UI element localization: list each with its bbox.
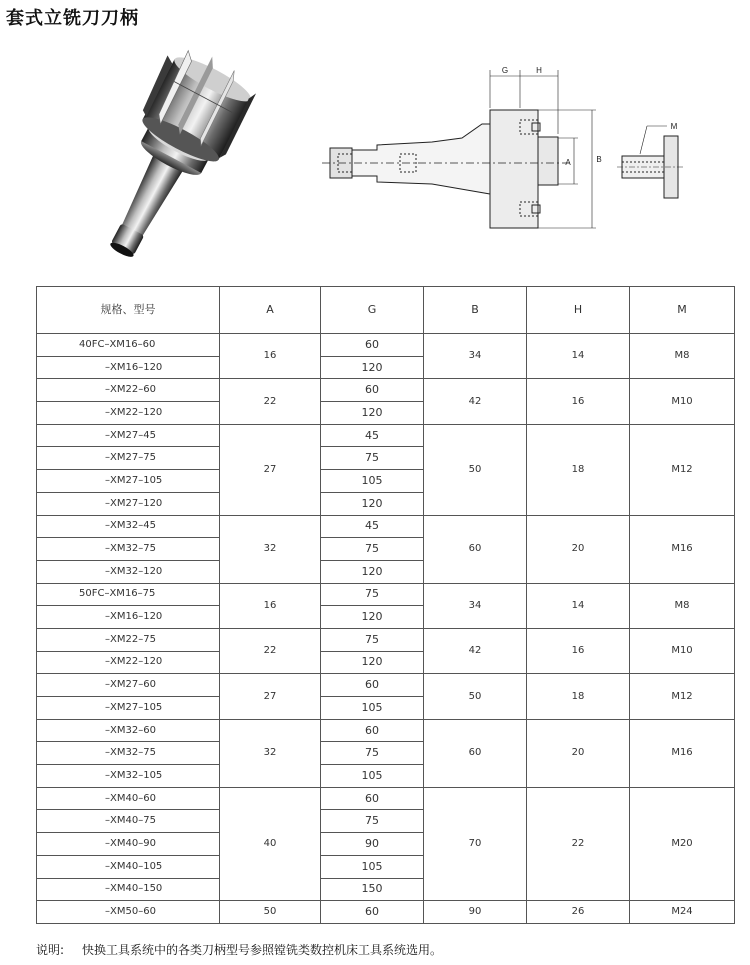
table-row (37, 787, 735, 810)
g-cell: 105 (321, 765, 424, 788)
g-cell: 75 (321, 628, 424, 651)
m-cell: M16 (630, 719, 735, 787)
a-cell: 22 (220, 379, 321, 424)
a-cell: 16 (220, 583, 321, 628)
model-cell: –XM32–60 (37, 719, 220, 742)
h-cell: 14 (527, 334, 630, 379)
model-cell: –XM40–60 (37, 787, 220, 810)
a-cell: 32 (220, 719, 321, 787)
model-cell: 50FC–XM16–75 (37, 583, 220, 606)
g-cell: 105 (321, 697, 424, 720)
h-cell: 14 (527, 583, 630, 628)
g-cell: 90 (321, 833, 424, 856)
table-row (37, 583, 735, 606)
dim-label-a: A (565, 158, 571, 167)
a-cell: 16 (220, 334, 321, 379)
model-cell: –XM27–45 (37, 424, 220, 447)
g-cell: 45 (321, 424, 424, 447)
header-model: 规格、型号 (37, 287, 220, 334)
m-cell: M16 (630, 515, 735, 583)
model-cell: –XM22–60 (37, 379, 220, 402)
table-row (37, 334, 735, 357)
a-cell: 40 (220, 787, 321, 900)
g-cell: 120 (321, 356, 424, 379)
footnote (36, 941, 442, 958)
h-cell: 20 (527, 719, 630, 787)
table-row (37, 628, 735, 651)
g-cell: 105 (321, 855, 424, 878)
model-cell: –XM32–75 (37, 538, 220, 561)
table-row (37, 901, 735, 924)
dim-label-m: M (670, 122, 678, 131)
header-a: A (220, 287, 321, 334)
dim-label-b: B (596, 155, 602, 164)
g-cell: 75 (321, 447, 424, 470)
tool-holder-photo (70, 30, 280, 275)
model-cell: –XM50–60 (37, 901, 220, 924)
model-cell: 40FC–XM16–60 (37, 334, 220, 357)
h-cell: 18 (527, 674, 630, 719)
footnote-label: 说明: (36, 943, 65, 957)
model-cell: –XM22–120 (37, 651, 220, 674)
model-cell: –XM27–105 (37, 697, 220, 720)
dimension-drawing (322, 62, 722, 247)
g-cell: 75 (321, 583, 424, 606)
g-cell: 60 (321, 334, 424, 357)
model-cell: –XM40–105 (37, 855, 220, 878)
b-cell: 70 (424, 787, 527, 900)
dim-label-h: H (536, 66, 542, 75)
h-cell: 26 (527, 901, 630, 924)
model-cell: –XM32–45 (37, 515, 220, 538)
g-cell: 60 (321, 674, 424, 697)
header-b: B (424, 287, 527, 334)
m-cell: M20 (630, 787, 735, 900)
table-row (37, 515, 735, 538)
m-cell: M10 (630, 379, 735, 424)
g-cell: 75 (321, 810, 424, 833)
b-cell: 60 (424, 515, 527, 583)
g-cell: 60 (321, 787, 424, 810)
model-cell: –XM27–120 (37, 492, 220, 515)
model-cell: –XM22–120 (37, 402, 220, 425)
b-cell: 34 (424, 583, 527, 628)
model-cell: –XM27–105 (37, 470, 220, 493)
m-cell: M8 (630, 334, 735, 379)
h-cell: 16 (527, 379, 630, 424)
dim-label-g: G (501, 66, 509, 75)
b-cell: 34 (424, 334, 527, 379)
header-m: M (630, 287, 735, 334)
h-cell: 22 (527, 787, 630, 900)
b-cell: 42 (424, 628, 527, 673)
model-cell: –XM27–75 (37, 447, 220, 470)
g-cell: 120 (321, 402, 424, 425)
h-cell: 20 (527, 515, 630, 583)
model-cell: –XM16–120 (37, 606, 220, 629)
model-cell: –XM22–75 (37, 628, 220, 651)
b-cell: 42 (424, 379, 527, 424)
header-g: G (321, 287, 424, 334)
b-cell: 60 (424, 719, 527, 787)
a-cell: 50 (220, 901, 321, 924)
model-cell: –XM32–120 (37, 560, 220, 583)
m-cell: M24 (630, 901, 735, 924)
table-row (37, 379, 735, 402)
a-cell: 22 (220, 628, 321, 673)
model-cell: –XM40–75 (37, 810, 220, 833)
header-h: H (527, 287, 630, 334)
a-cell: 27 (220, 424, 321, 515)
a-cell: 32 (220, 515, 321, 583)
m-cell: M8 (630, 583, 735, 628)
g-cell: 120 (321, 606, 424, 629)
g-cell: 75 (321, 538, 424, 561)
table-row (37, 424, 735, 447)
h-cell: 16 (527, 628, 630, 673)
model-cell: –XM32–75 (37, 742, 220, 765)
table-row (37, 674, 735, 697)
g-cell: 150 (321, 878, 424, 901)
g-cell: 60 (321, 719, 424, 742)
g-cell: 60 (321, 379, 424, 402)
g-cell: 120 (321, 560, 424, 583)
model-cell: –XM32–105 (37, 765, 220, 788)
g-cell: 120 (321, 651, 424, 674)
table-header-row (37, 287, 735, 334)
m-cell: M10 (630, 628, 735, 673)
table-row (37, 719, 735, 742)
model-cell: –XM16–120 (37, 356, 220, 379)
footnote-text: 快换工具系统中的各类刀柄型号参照镗铣类数控机床工具系统选用。 (82, 943, 443, 957)
m-cell: M12 (630, 424, 735, 515)
a-cell: 27 (220, 674, 321, 719)
model-cell: –XM40–150 (37, 878, 220, 901)
m-cell: M12 (630, 674, 735, 719)
g-cell: 75 (321, 742, 424, 765)
h-cell: 18 (527, 424, 630, 515)
g-cell: 105 (321, 470, 424, 493)
g-cell: 120 (321, 492, 424, 515)
page-title: 套式立铣刀刀柄 (6, 8, 139, 29)
spec-table (36, 286, 735, 924)
g-cell: 60 (321, 901, 424, 924)
b-cell: 50 (424, 674, 527, 719)
g-cell: 45 (321, 515, 424, 538)
b-cell: 50 (424, 424, 527, 515)
model-cell: –XM27–60 (37, 674, 220, 697)
model-cell: –XM40–90 (37, 833, 220, 856)
b-cell: 90 (424, 901, 527, 924)
